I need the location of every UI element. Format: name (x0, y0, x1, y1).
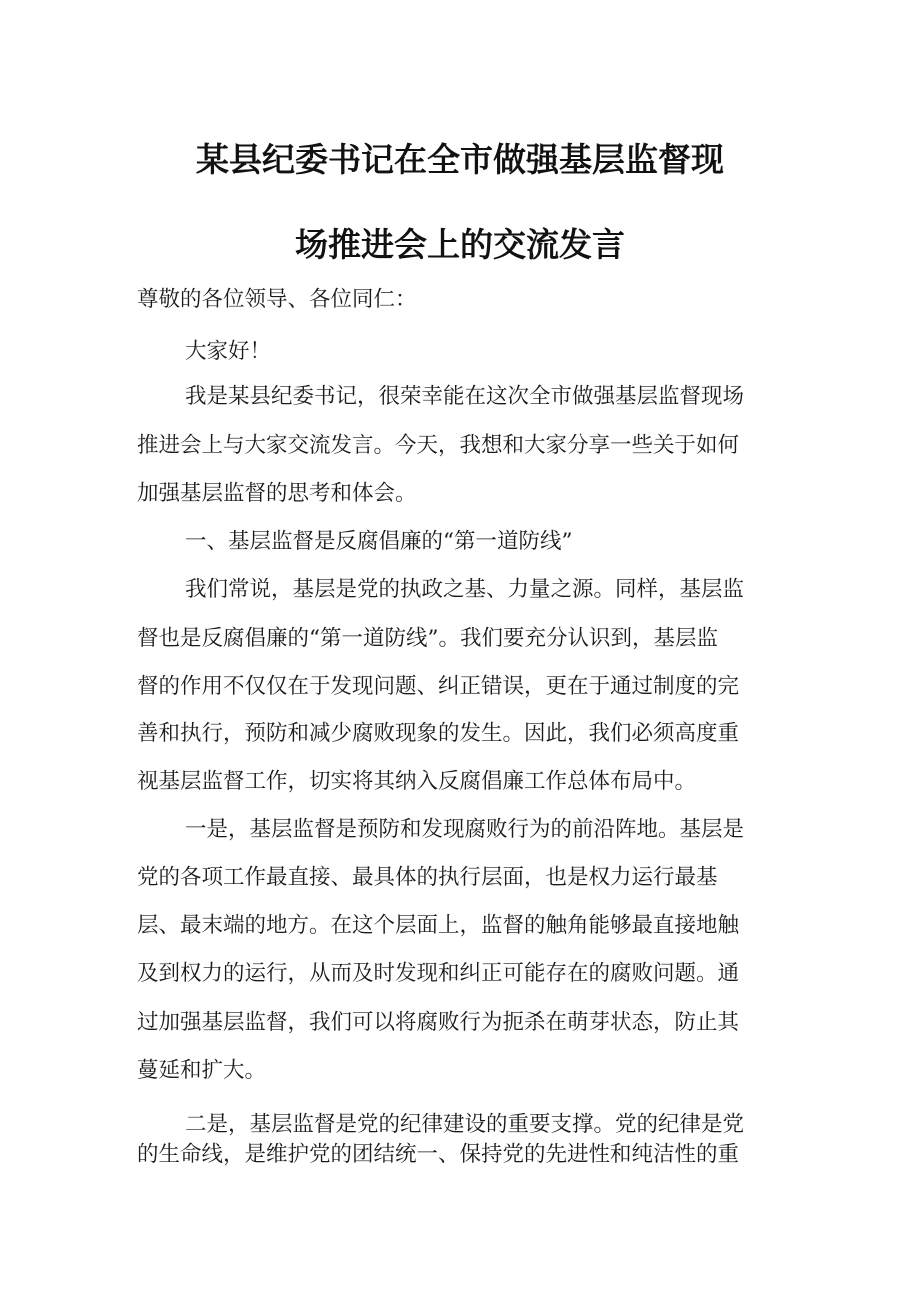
body-text-line: 视基层监督工作，切实将其纳入反腐倡廉工作总体布局中。 (137, 769, 697, 794)
body-text-line: 蔓延和扩大。 (137, 1058, 267, 1083)
body-text-line: 善和执行，预防和减少腐败现象的发生。因此，我们必须高度重 (137, 721, 740, 746)
body-text-line: 加强基层监督的思考和体会。 (137, 481, 417, 506)
salutation: 尊敬的各位领导、各位同仁： (137, 287, 417, 312)
body-text-line: 我们常说，基层是党的执政之基、力量之源。同样，基层监 (185, 577, 745, 602)
body-text-line: 层、最末端的地方。在这个层面上，监督的触角能够最直接地触 (137, 913, 740, 938)
body-text-line: 的生命线，是维护党的团结统一、保持党的先进性和纯洁性的重 (137, 1142, 740, 1167)
body-text-line: 督也是反腐倡廉的“第一道防线”。我们要充分认识到，基层监 (137, 626, 718, 651)
section-heading: 一、基层监督是反腐倡廉的“第一道防线” (185, 529, 573, 554)
body-text-line: 我是某县纪委书记，很荣幸能在这次全市做强基层监督现场 (185, 384, 745, 409)
document-title-line-2: 场推进会上的交流发言 (295, 225, 625, 264)
body-text-line: 二是，基层监督是党的纪律建设的重要支撑。党的纪律是党 (185, 1112, 745, 1137)
body-text-line: 党的各项工作最直接、最具体的执行层面，也是权力运行最基 (137, 865, 718, 890)
body-text-line: 一是，基层监督是预防和发现腐败行为的前沿阵地。基层是 (185, 817, 745, 842)
body-text-line: 过加强基层监督，我们可以将腐败行为扼杀在萌芽状态，防止其 (137, 1010, 740, 1035)
greeting: 大家好！ (185, 339, 272, 364)
body-text-line: 及到权力的运行，从而及时发现和纠正可能存在的腐败问题。通 (137, 961, 740, 986)
body-text-line: 督的作用不仅仅在于发现问题、纠正错误，更在于通过制度的完 (137, 674, 740, 699)
body-text-line: 推进会上与大家交流发言。今天，我想和大家分享一些关于如何 (137, 433, 740, 458)
document-title-line-1: 某县纪委书记在全市做强基层监督现 (196, 140, 724, 179)
